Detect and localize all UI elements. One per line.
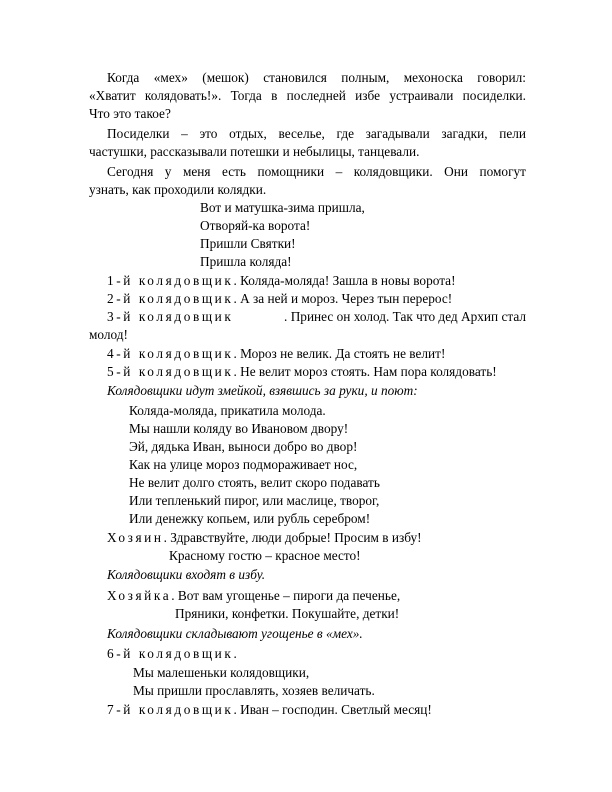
paragraph-line: Сегодня у меня есть помощники – колядовщики. Они помогут: [107, 164, 526, 179]
verse-line: Пришла коляда!: [200, 254, 292, 269]
speaker-line: [107, 273, 456, 289]
speaker-line: [107, 646, 237, 662]
speaker-text: . Принес он холод. Так что дед Архип стал: [284, 309, 526, 324]
speaker-name: 4-й колядовщик: [107, 346, 234, 361]
paragraph-line: «Хватит колядовать!». Тогда в последней избе устраивали посиделки.: [89, 88, 526, 103]
speaker-line-continued: Красному гостю – красное место!: [169, 548, 361, 563]
paragraph-line: Посиделки – это отдых, веселье, где загадывали загадки, пели: [107, 126, 526, 141]
speaker-line: [107, 530, 422, 546]
speaker-line-continued: Пряники, конфетки. Покушайте, детки!: [175, 606, 400, 621]
speaker-line: [107, 702, 432, 718]
speaker-name: 6-й колядовщик: [107, 646, 234, 661]
speaker-line: [107, 291, 452, 307]
speaker-text: . А за ней и мороз. Через тын перерос!: [233, 291, 453, 306]
speaker-text: . Не велит мороз стоять. Нам пора колядовать!: [233, 364, 497, 379]
speaker-name: 1-й колядовщик: [107, 273, 234, 288]
song-line: Коляда-моляда, прикатила молода.: [129, 403, 326, 418]
speaker-text: . Вот вам угощенье – пироги да печенье,: [171, 588, 401, 603]
speaker-line: [107, 346, 445, 362]
verse-line: Отворяй-ка ворота!: [200, 218, 311, 233]
verse-line: Вот и матушка-зима пришла,: [200, 200, 365, 215]
speaker-text: . Здравствуйте, люди добрые! Просим в избу!: [163, 530, 422, 545]
song-line: Мы нашли коляду во Ивановом двору!: [129, 421, 349, 436]
song-line: Как на улице мороз подмораживает нос,: [129, 457, 358, 472]
speaker-name: 2-й колядовщик: [107, 291, 234, 306]
speaker-line: [107, 309, 526, 325]
speaker-name: Хозяин: [107, 530, 164, 545]
paragraph-line: Что это такое?: [89, 106, 171, 121]
speaker-text: . Иван – господин. Светлый месяц!: [233, 702, 432, 717]
stage-direction: Колядовщики складывают угощенье в «мех».: [107, 626, 363, 641]
song-line: Или денежку копьем, или рубль серебром!: [129, 511, 371, 526]
speaker-name: 5-й колядовщик: [107, 364, 234, 379]
speaker-line: [107, 364, 497, 380]
stage-direction: Колядовщики идут змейкой, взявшись за руки, и поют:: [107, 383, 418, 398]
speaker-text: .: [233, 646, 237, 661]
song-line: Эй, дядька Иван, выноси добро во двор!: [129, 439, 358, 454]
verse-line: Пришли Святки!: [200, 236, 296, 251]
verse-line: Мы малешеньки колядовщики,: [133, 665, 310, 680]
paragraph-line: частушки, рассказывали потешки и небылицы, танцевали.: [89, 144, 420, 159]
speaker-name: 7-й колядовщик: [107, 702, 234, 717]
verse-line: Мы пришли прославлять, хозяев величать.: [133, 683, 375, 698]
speaker-line-continued: молод!: [89, 327, 128, 342]
paragraph-line: узнать, как проходили колядки.: [89, 182, 267, 197]
stage-direction: Колядовщики входят в избу.: [107, 567, 266, 582]
speaker-name: Хозяйка: [107, 588, 172, 603]
speaker-text: . Мороз не велик. Да стоять не велит!: [233, 346, 446, 361]
speaker-name: 3-й колядовщик: [107, 309, 234, 324]
speaker-text: . Коляда-моляда! Зашла в новы ворота!: [233, 273, 456, 288]
paragraph-line: Когда «мех» (мешок) становился полным, мехоноска говорил:: [107, 70, 526, 85]
song-line: Или тепленький пирог, или маслице, творог,: [129, 493, 380, 508]
speaker-line: [107, 588, 400, 604]
song-line: Не велит долго стоять, велит скоро подавать: [129, 475, 380, 490]
